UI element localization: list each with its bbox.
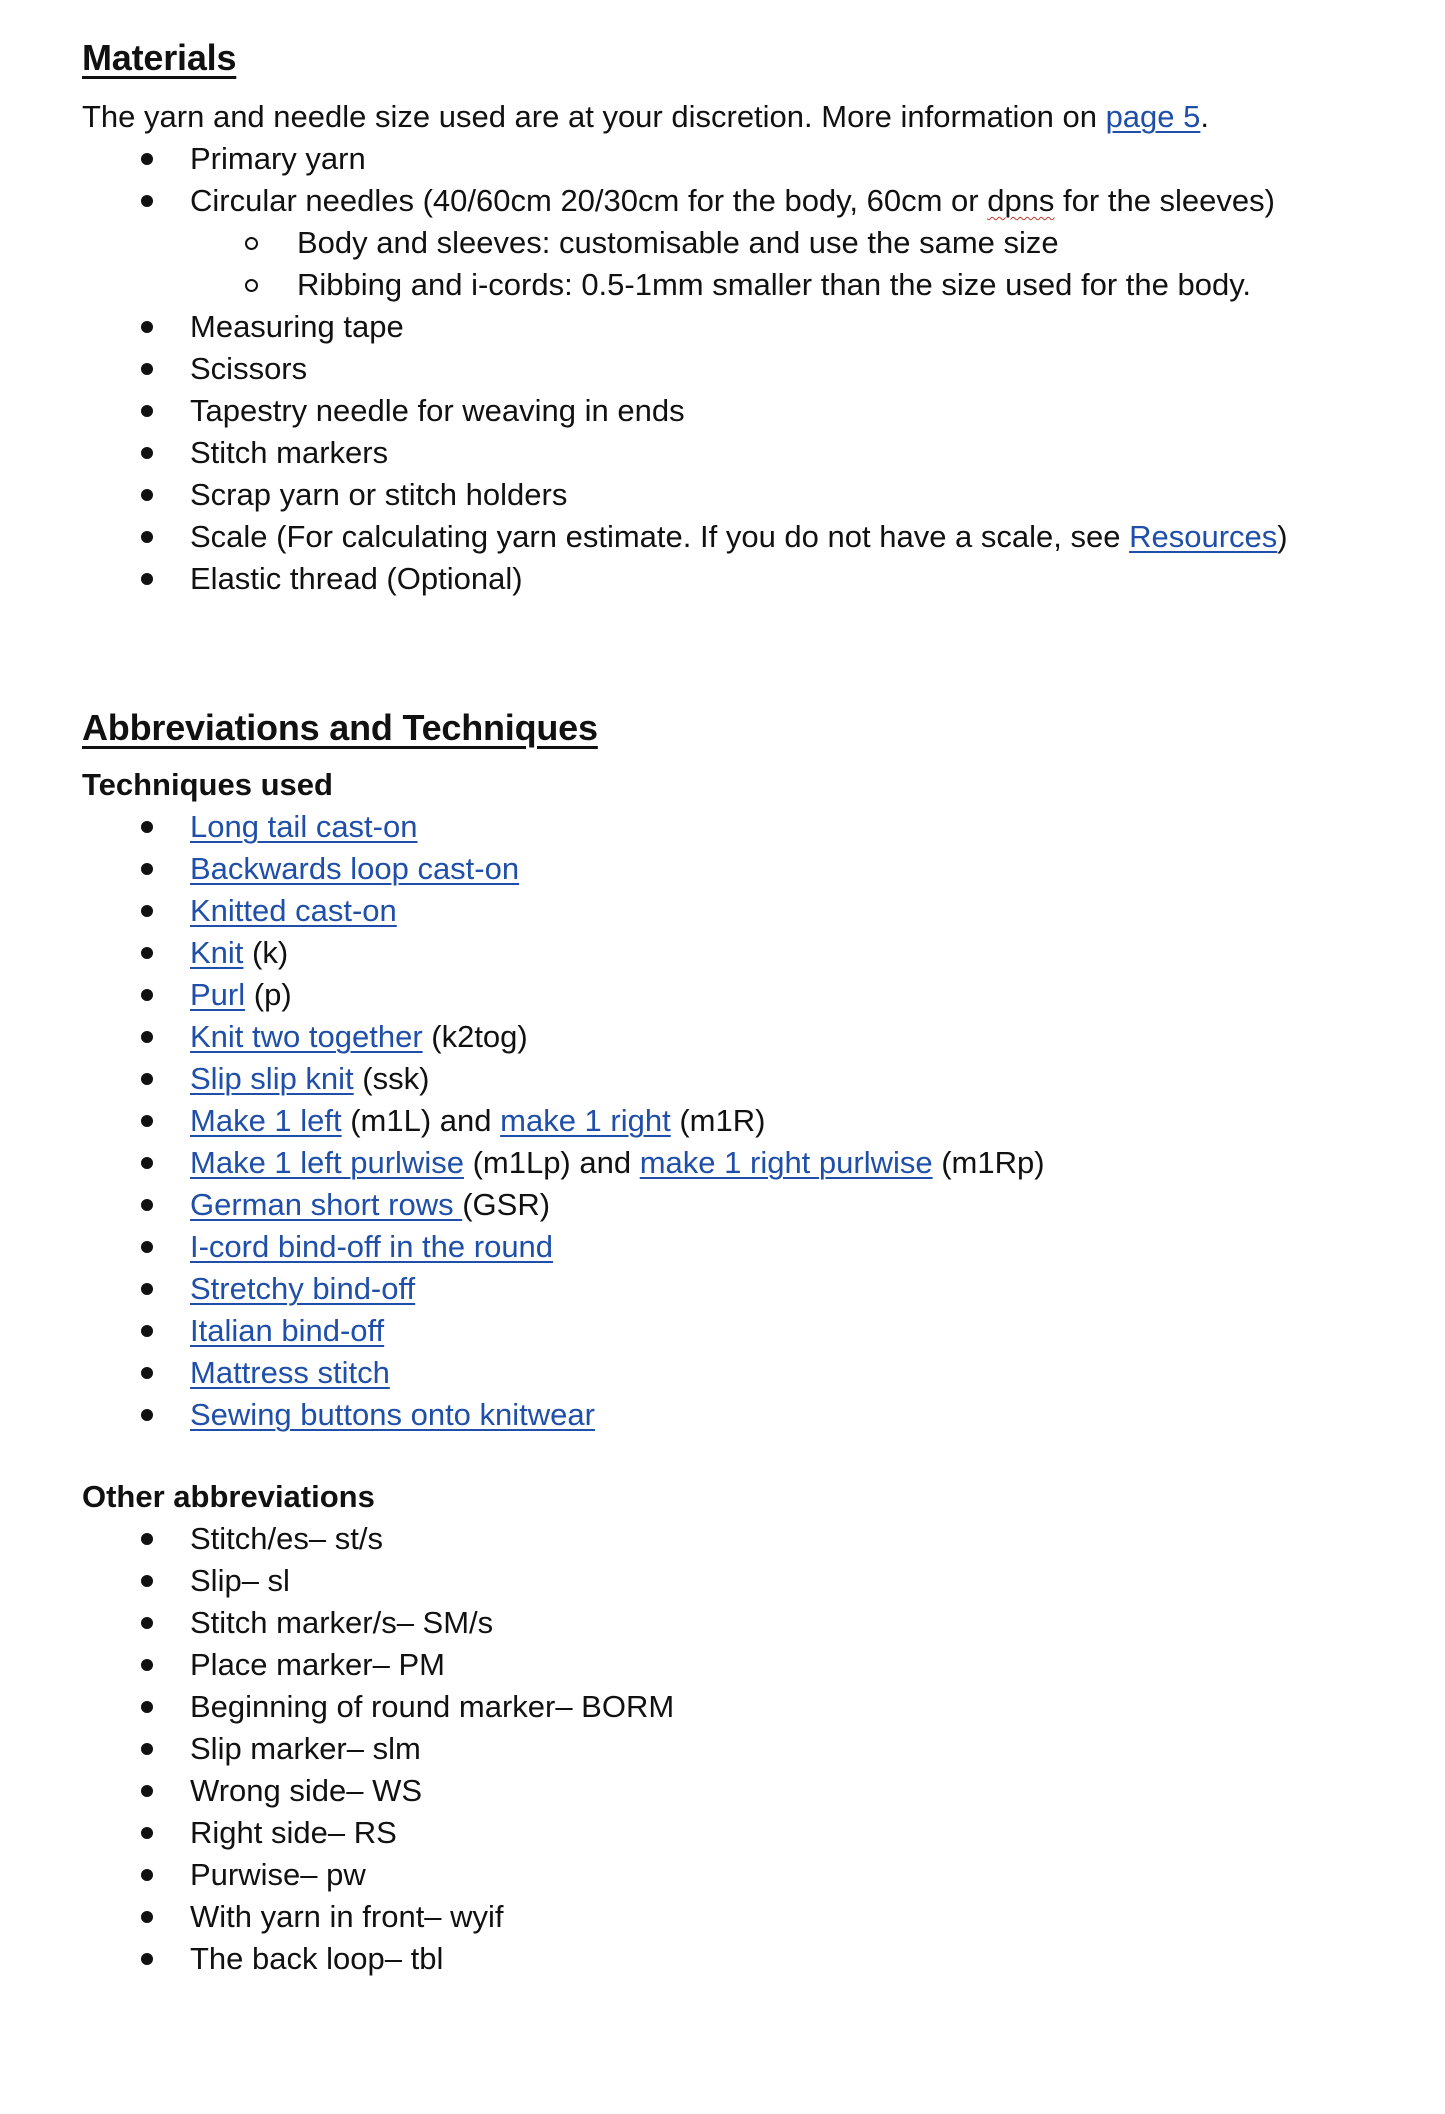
technique-item xyxy=(82,1310,1382,1352)
technique-link[interactable]: Purl xyxy=(190,977,246,1012)
technique-link[interactable]: Knitted cast-on xyxy=(190,893,397,928)
technique-link[interactable]: Italian bind-off xyxy=(190,1313,385,1348)
technique-link[interactable]: I-cord bind-off in the round xyxy=(190,1229,554,1264)
technique-link[interactable]: make 1 right xyxy=(500,1103,671,1138)
spacer xyxy=(82,1436,1382,1476)
technique-item xyxy=(82,1226,1382,1268)
technique-item xyxy=(82,1352,1382,1394)
abbreviation-item: Beginning of round marker– BORM xyxy=(82,1686,1382,1728)
list-item xyxy=(82,516,1382,558)
technique-link[interactable]: Make 1 left purlwise xyxy=(190,1145,464,1180)
list-item: Elastic thread (Optional) xyxy=(82,558,1382,600)
spellcheck-word: dpns xyxy=(987,183,1055,218)
abbreviation-item: Stitch/es– st/s xyxy=(82,1518,1382,1560)
resources-link[interactable]: Resources xyxy=(1129,519,1278,554)
technique-abbrev: (p) xyxy=(245,977,292,1012)
abbreviations-heading: Abbreviations and Techniques xyxy=(82,707,598,748)
list-item xyxy=(82,180,1382,222)
list-item: Tapestry needle for weaving in ends xyxy=(82,390,1382,432)
materials-list-continued xyxy=(82,306,1382,600)
list-item: Scrap yarn or stitch holders xyxy=(82,474,1382,516)
technique-item xyxy=(82,974,1382,1016)
technique-item xyxy=(82,806,1382,848)
abbreviation-item: Slip marker– slm xyxy=(82,1728,1382,1770)
intro-text: The yarn and needle size used are at your discretion. More information on xyxy=(82,99,1106,134)
needles-text: Circular needles (40/60cm 20/30cm for the body, 60cm or xyxy=(190,183,988,218)
materials-intro xyxy=(82,96,1382,138)
technique-link[interactable]: Make 1 left xyxy=(190,1103,342,1138)
technique-item xyxy=(82,1394,1382,1436)
abbreviation-item: Slip– sl xyxy=(82,1560,1382,1602)
technique-abbrev: (k2tog) xyxy=(422,1019,528,1054)
technique-link[interactable]: Sewing buttons onto knitwear xyxy=(190,1397,595,1432)
technique-item xyxy=(82,1058,1382,1100)
technique-item xyxy=(82,1268,1382,1310)
materials-list xyxy=(82,138,1382,222)
spacer xyxy=(82,600,1382,704)
technique-item xyxy=(82,932,1382,974)
other-abbreviations-heading: Other abbreviations xyxy=(82,1479,375,1514)
technique-link[interactable]: Backwards loop cast-on xyxy=(190,851,520,886)
abbreviation-item: Wrong side– WS xyxy=(82,1770,1382,1812)
needles-sublist xyxy=(82,222,1382,306)
techniques-list xyxy=(82,806,1382,1436)
list-item: Scissors xyxy=(82,348,1382,390)
abbreviation-item: The back loop– tbl xyxy=(82,1938,1382,1980)
technique-link[interactable]: Stretchy bind-off xyxy=(190,1271,416,1306)
technique-abbrev: (m1L) and xyxy=(341,1103,501,1138)
technique-link[interactable]: Long tail cast-on xyxy=(190,809,418,844)
technique-link[interactable]: make 1 right purlwise xyxy=(639,1145,933,1180)
technique-item xyxy=(82,890,1382,932)
technique-abbrev: (m1Rp) xyxy=(932,1145,1045,1180)
page-5-link[interactable]: page 5 xyxy=(1105,99,1201,134)
technique-link[interactable]: Knit xyxy=(190,935,244,970)
abbreviation-item: Place marker– PM xyxy=(82,1644,1382,1686)
abbreviation-item: With yarn in front– wyif xyxy=(82,1896,1382,1938)
technique-item xyxy=(82,1016,1382,1058)
technique-link[interactable]: Slip slip knit xyxy=(190,1061,354,1096)
list-item: Body and sleeves: customisable and use the same size xyxy=(82,222,1382,264)
techniques-heading: Techniques used xyxy=(82,767,333,802)
abbreviation-item: Purwise– pw xyxy=(82,1854,1382,1896)
spacer xyxy=(82,752,1382,764)
technique-abbrev: (m1Lp) and xyxy=(463,1145,640,1180)
list-item: Stitch markers xyxy=(82,432,1382,474)
other-abbreviations-list xyxy=(82,1518,1382,1980)
scale-text: Scale (For calculating yarn estimate. If you do not have a scale, see xyxy=(190,519,1130,554)
technique-abbrev: (k) xyxy=(243,935,289,970)
list-item: Primary yarn xyxy=(82,138,1382,180)
abbreviation-item: Right side– RS xyxy=(82,1812,1382,1854)
technique-abbrev: (m1R) xyxy=(670,1103,766,1138)
technique-item xyxy=(82,1100,1382,1142)
technique-link[interactable]: Knit two together xyxy=(190,1019,423,1054)
abbreviation-item: Stitch marker/s– SM/s xyxy=(82,1602,1382,1644)
technique-abbrev: (ssk) xyxy=(353,1061,430,1096)
technique-item xyxy=(82,1142,1382,1184)
list-item: Ribbing and i-cords: 0.5-1mm smaller than the size used for the body. xyxy=(82,264,1382,306)
technique-link[interactable]: Mattress stitch xyxy=(190,1355,390,1390)
technique-item xyxy=(82,848,1382,890)
document-page xyxy=(82,34,1382,1980)
list-item: Measuring tape xyxy=(82,306,1382,348)
technique-abbrev: (GSR) xyxy=(462,1187,551,1222)
needles-text-end: for the sleeves) xyxy=(1054,183,1275,218)
scale-text-end: ) xyxy=(1277,519,1288,554)
materials-heading: Materials xyxy=(82,37,237,78)
intro-end: . xyxy=(1200,99,1210,134)
technique-item xyxy=(82,1184,1382,1226)
technique-link[interactable]: German short rows xyxy=(190,1187,463,1222)
